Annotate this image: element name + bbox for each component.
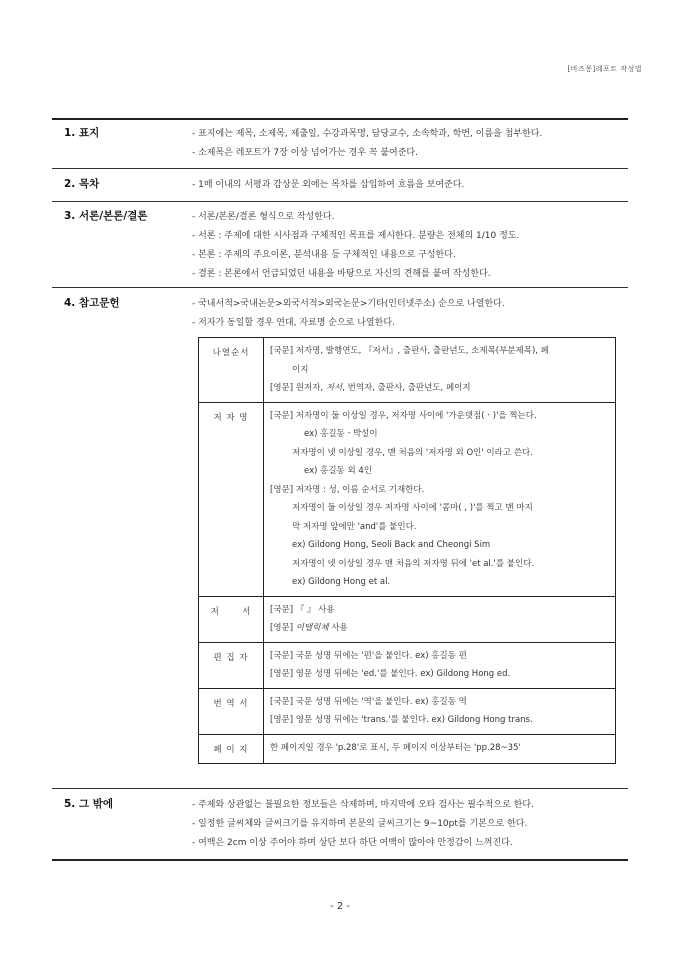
top-rule — [52, 118, 628, 120]
table-row — [199, 338, 616, 403]
table-row — [199, 734, 616, 764]
section-line: - 국내서적>국내논문>외국서적>외국논문>기타(인터넷주소) 순으로 나열한다. — [192, 299, 505, 309]
row-line: 저자명이 둘 이상일 경우 저자명 사이에 '콤마( , )'를 찍고 맨 마지 — [292, 503, 533, 513]
document-header: [비즈몽]레포트 작성법 — [567, 65, 642, 73]
section-line: - 여백은 2cm 이상 주어야 하며 상단 보다 하단 여백이 많아야 안정감이 느껴진다. — [192, 838, 513, 848]
row-line: [국문] 국문 성명 뒤에는 '편'을 붙인다. ex) 홍길동 편 — [270, 650, 467, 661]
section-line: - 일정한 글씨체와 글씨크기를 유지하며 본문의 글씨크기는 9~10pt를 기본으로 한다. — [192, 819, 528, 829]
section-line: - 저자가 동일할 경우 연대, 자료명 순으로 나열한다. — [192, 318, 395, 328]
page-number: - 2 - — [330, 901, 350, 912]
text-part: [영문] — [270, 623, 296, 633]
row-line: [국문] 저자명이 둘 이상일 경우, 저자명 사이에 '가운뎃점(ㆍ)'을 찍는다. — [270, 410, 537, 421]
section-body — [192, 796, 628, 853]
italic-text: 이탤릭체 — [295, 623, 329, 633]
row-line: [국문] 저자명, 발행연도, 『저서』, 출판사, 출판년도, 소제목(부분제목), 페 — [270, 346, 549, 356]
row-value — [264, 338, 616, 403]
section-title: 1. 표지 — [64, 127, 100, 139]
row-line: [영문] 영문 성명 뒤에는 'ed.'를 붙인다. ex) Gildong Hong ed. — [270, 669, 511, 679]
section-line: - 소제목은 레포트가 7장 이상 넘어가는 경우 꼭 붙여준다. — [192, 148, 418, 158]
divider — [52, 287, 628, 288]
row-line: 저자명이 넷 이상일 경우 맨 처음의 저자명 뒤에 'et al.'를 붙인다. — [292, 558, 535, 569]
section-line: - 서론 : 주제에 대한 시사점과 구체적인 목표를 제시한다. 분량은 전체의 1/10 정도. — [192, 231, 520, 241]
divider — [52, 168, 628, 169]
section-body — [192, 125, 628, 163]
row-line: 한 페이지일 경우 'p.28'로 표시, 두 페이지 이상부터는 'pp.28~35' — [270, 742, 521, 753]
section-title: 4. 참고문헌 — [64, 297, 120, 309]
reference-format-table — [198, 337, 616, 764]
row-line: ex) 홍길동 외 4인 — [304, 466, 372, 476]
text-part: [영문] 원저자, — [270, 383, 326, 393]
section-line: - 본론 : 주제의 주요이론, 분석내용 등 구체적인 내용으로 구성한다. — [192, 250, 456, 260]
section-line: - 결론 : 본론에서 언급되었던 내용을 바탕으로 자신의 견해를 붙여 작성한다. — [192, 269, 491, 279]
section-line: - 서론/본론/결론 형식으로 작성한다. — [192, 212, 335, 222]
row-line: 이지 — [292, 364, 309, 375]
row-line: [국문] 『 』 사용 — [270, 604, 335, 615]
row-line: ex) Gildong Hong et al. — [292, 577, 391, 587]
section-body — [192, 295, 628, 333]
section-body — [192, 176, 628, 195]
row-key: 편 집 자 — [199, 642, 264, 688]
row-line: ex) Gildong Hong, Seoli Back and Cheongi Sim — [292, 540, 491, 550]
row-line — [270, 379, 611, 398]
table-row — [199, 642, 616, 688]
row-key: 저 서 — [199, 596, 264, 642]
text-part: 사용 — [328, 623, 348, 633]
divider — [52, 788, 628, 789]
row-value — [264, 596, 616, 642]
table-row — [199, 596, 616, 642]
italic-text: 저서 — [325, 383, 343, 393]
section-line: - 1매 이내의 서평과 감상문 외에는 목차를 삽입하여 흐름을 보여준다. — [192, 180, 465, 190]
bottom-rule — [52, 859, 628, 861]
row-line: [국문] 국문 성명 뒤에는 '역'을 붙인다. ex) 홍길동 역 — [270, 696, 467, 707]
section-title: 3. 서론/본론/결론 — [64, 210, 148, 222]
row-line: [영문] 영문 성명 뒤에는 'trans.'를 붙인다. ex) Gildong Hong trans. — [270, 715, 533, 725]
row-value — [264, 688, 616, 734]
row-line: 저자명이 넷 이상일 경우, 맨 처음의 '저자명 외 O인' 이라고 쓴다. — [292, 447, 533, 458]
row-key: 저 자 명 — [199, 402, 264, 596]
section-title: 5. 그 밖에 — [64, 798, 114, 810]
row-line: 막 저자명 앞에만 'and'를 붙인다. — [292, 521, 417, 532]
row-value — [264, 402, 616, 596]
row-key: 페 이 지 — [199, 734, 264, 764]
section-line: - 주제와 상관없는 불필요한 정보들은 삭제하며, 마지막에 오타 검사는 필수적으로 한다. — [192, 800, 534, 810]
row-line — [270, 619, 611, 638]
table-row — [199, 688, 616, 734]
divider — [52, 201, 628, 202]
table-row — [199, 402, 616, 596]
text-part: , 번역자, 출판사, 출판년도, 페이지 — [342, 383, 471, 393]
row-line: ex) 홍길동ㆍ박설이 — [304, 429, 378, 439]
section-body — [192, 208, 628, 284]
section-title: 2. 목차 — [64, 178, 100, 190]
row-key: 번 역 서 — [199, 688, 264, 734]
row-value — [264, 734, 616, 764]
row-key: 나열순서 — [199, 338, 264, 403]
row-value — [264, 642, 616, 688]
section-line: - 표지에는 제목, 소제목, 제출일, 수강과목명, 담당교수, 소속학과, 학번, 이름을 첨부한다. — [192, 129, 543, 139]
row-line: [영문] 저자명 : 성, 이름 순서로 기재한다. — [270, 484, 425, 495]
